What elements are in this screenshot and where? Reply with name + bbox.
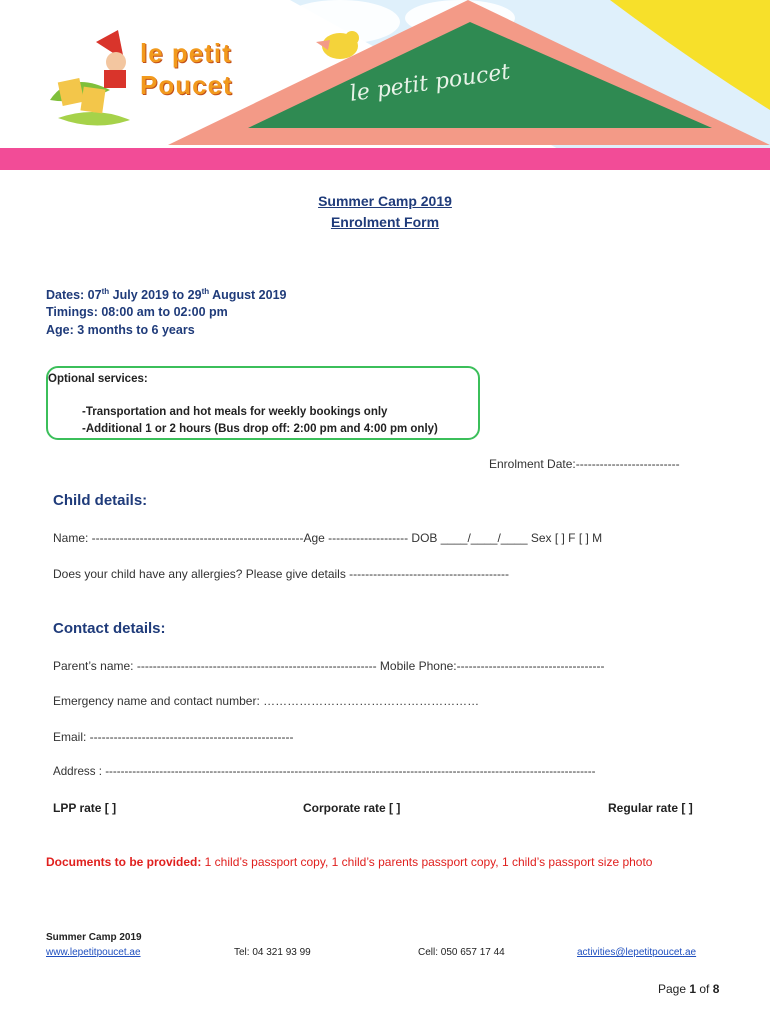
email-link[interactable]: activities@lepetitpoucet.ae — [577, 947, 697, 958]
timings-line: Timings: 08:00 am to 02:00 pm — [46, 305, 228, 319]
logo-text-line2: Poucet — [140, 70, 233, 100]
footer-cell: Cell: 050 657 17 44 — [418, 947, 505, 958]
regular-rate-checkbox[interactable]: Regular rate [ ] — [608, 801, 693, 815]
website-link[interactable]: www.lepetitpoucet.ae — [46, 947, 141, 958]
optional-services-heading: Optional services: — [48, 373, 148, 385]
parent-name-line[interactable]: Parent’s name: ------------------------------------------------------------ Mobile Phone:------------------------------------- — [53, 659, 605, 673]
age-line: Age: 3 months to 6 years — [46, 323, 195, 337]
enrolment-date-field[interactable]: Enrolment Date:-------------------------- — [489, 457, 680, 471]
optional-service-item: -Additional 1 or 2 hours (Bus drop off: 2:00 pm and 4:00 pm only) — [82, 423, 438, 435]
contact-details-heading: Contact details: — [53, 620, 166, 637]
child-details-heading: Child details: — [53, 492, 148, 509]
form-title: Summer Camp 2019 — [318, 193, 452, 209]
logo-text-line1: le petit — [140, 38, 232, 68]
optional-service-item: -Transportation and hot meals for weekly bookings only — [82, 406, 388, 418]
corporate-rate-checkbox[interactable]: Corporate rate [ ] — [303, 801, 401, 815]
emergency-contact-line[interactable]: Emergency name and contact number: ……………………………………………… — [53, 694, 480, 708]
footer-tel: Tel: 04 321 93 99 — [234, 947, 311, 958]
child-name-line[interactable]: Name: -----------------------------------------------------Age -------------------- DOB ____/____/____ Sex [ ] F [ ] M — [53, 531, 603, 545]
page-number: Page 1 of 8 — [658, 982, 720, 996]
footer-title: Summer Camp 2019 — [46, 932, 142, 943]
lpp-rate-checkbox[interactable]: LPP rate [ ] — [53, 801, 117, 815]
address-line[interactable]: Address : ------------------------------------------------------------------------------------------------------------------------------- — [53, 765, 596, 778]
email-line[interactable]: Email: --------------------------------------------------- — [53, 730, 294, 744]
allergies-line[interactable]: Does your child have any allergies? Please give details ---------------------------------------- — [53, 567, 510, 581]
chalkboard-text: le petit poucet — [348, 59, 512, 107]
documents-note: Documents to be provided: 1 child’s passport copy, 1 child’s parents passport copy, 1 child’s passport size photo — [46, 855, 653, 869]
form-subtitle: Enrolment Form — [330, 214, 440, 230]
dates-line: Dates: 07th July 2019 to 29th August 2019 — [46, 287, 287, 303]
